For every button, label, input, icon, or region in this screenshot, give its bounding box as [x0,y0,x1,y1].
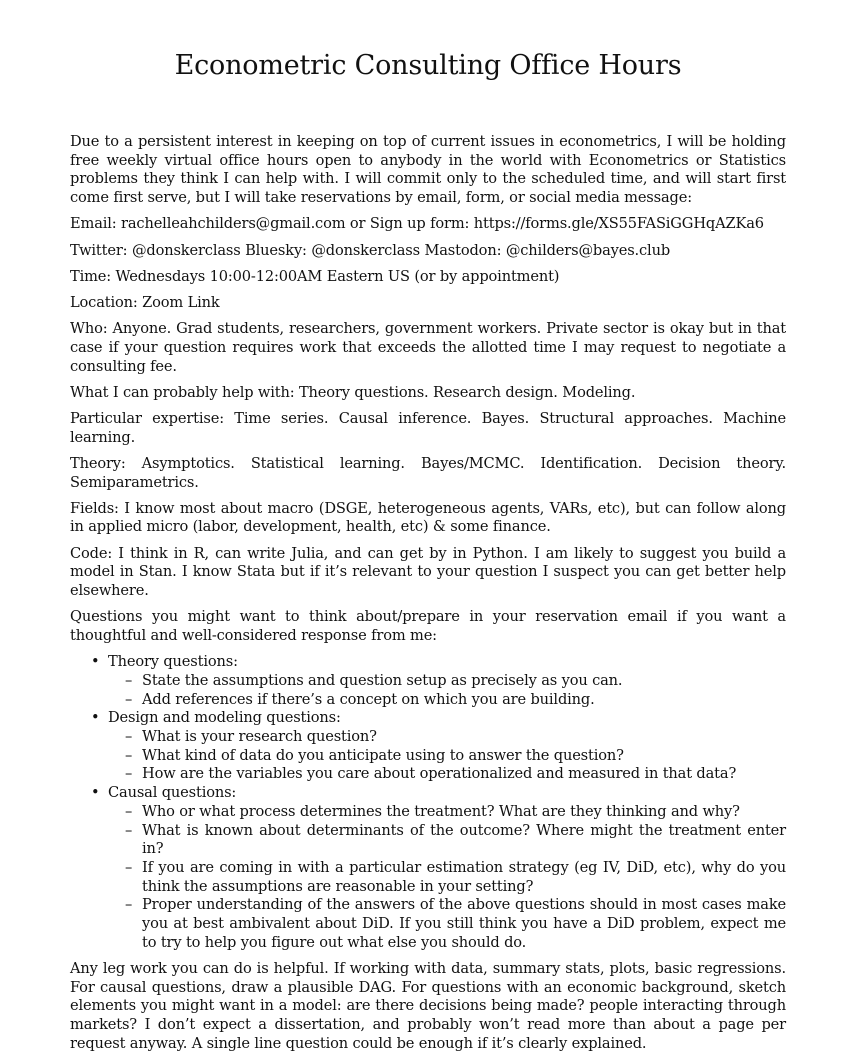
social-line [70,242,786,261]
list-item: – What is your research question? [142,728,786,747]
question-group-causal [108,784,786,952]
location-line [70,294,786,313]
list-item: – How are the variables you care about operationalized and measured in that data? [142,765,786,784]
zoom-link[interactable]: Zoom Link [142,293,220,311]
page-title: Econometric Consulting Office Hours [174,50,682,81]
question-sublist [108,728,786,784]
signup-form-link[interactable]: https://forms.gle/XS55FASiGGHqAZKa6 [473,215,764,233]
email-label: Email: [70,215,117,233]
list-item: – Add references if there’s a concept on which you are building. [142,691,786,710]
bluesky-label: Bluesky: [245,241,307,259]
or-text: or [349,215,366,233]
list-item: – What is known about determinants of the outcome? Where might the treatment enter in? [142,822,786,859]
question-groups-list [70,653,786,952]
question-group-heading: Causal questions: [108,784,237,802]
contact-line [70,215,786,234]
question-group-theory [108,653,786,709]
closing-paragraph: Any leg work you can do is helpful. If working with data, summary stats, plots, basic regressions. For causal questions, draw a plausible DAG. For questions with an economic background, sketch elements you might want in a model: are there decisions being made? people interacting through markets? I don’t expect a dissertation, and probably won’t read more than about a page per request anyway. A single line question could be enough if it’s clearly explained. [70,959,786,1052]
bluesky-handle[interactable]: @donskerclass [311,241,420,259]
intro-paragraph: Due to a persistent interest in keeping on top of current issues in econometrics, I will be holding free weekly virtual office hours open to anybody in the world with Econometrics or Statistics problems they think I can help with. I will commit only to the scheduled time, and will start first come first serve, but I will take reservations by email, form, or social media message: [70,133,786,207]
expertise-paragraph: Particular expertise: Time series. Causal inference. Bayes. Structural approaches. Machine learning. [70,409,786,446]
question-sublist [108,672,786,709]
list-item: – State the assumptions and question setup as precisely as you can. [142,672,786,691]
time-line [70,268,786,287]
email-address[interactable]: rachelleahchilders@gmail.com [121,215,346,233]
who-paragraph: Who: Anyone. Grad students, researchers, government workers. Private sector is okay but in that case if your question requires work that exceeds the allotted time I may request to negotiate a consulting fee. [70,320,786,375]
list-item: – Who or what process determines the treatment? What are they thinking and why? [142,803,786,822]
document-page [70,46,786,1053]
question-group-heading: Theory questions: [108,653,238,671]
list-item: – Proper understanding of the answers of the above questions should in most cases make you at best ambivalent about DiD. If you still think you have a DiD problem, expect me to try to help you figure out what else you should do. [142,896,786,952]
twitter-handle[interactable]: @donskerclass [131,241,241,259]
help-with-paragraph: What I can probably help with: Theory questions. Research design. Modeling. [70,383,636,401]
theory-paragraph: Theory: Asymptotics. Statistical learning. Bayes/MCMC. Identification. Decision theory. Semiparametrics. [70,454,786,491]
questions-intro-paragraph: Questions you might want to think about/prepare in your reservation email if you want a thoughtful and well-considered response from me: [70,608,786,644]
mastodon-handle[interactable]: @childers@bayes.club [505,241,671,259]
time-value: Wednesdays 10:00-12:00AM Eastern US (or by appointment) [115,267,560,285]
code-paragraph: Code: I think in R, can write Julia, and can get by in Python. I am likely to suggest you build a model in Stan. I know Stata but if it’s relevant to your question I suspect you can get better help elsewhere. [70,544,786,600]
twitter-label: Twitter: [70,241,128,259]
time-label: Time: [70,267,112,285]
list-item: – If you are coming in with a particular estimation strategy (eg IV, DiD, etc), why do you think the assumptions are reasonable in your setting? [142,859,786,896]
list-item: – What kind of data do you anticipate using to answer the question? [142,747,786,766]
question-sublist [108,803,786,953]
signup-label: Sign up form: [369,215,470,233]
document-body [70,133,786,1053]
fields-paragraph: Fields: I know most about macro (DSGE, heterogeneous agents, VARs, etc), but can follow along in applied micro (labor, development, health, etc) & some finance. [70,499,786,536]
location-label: Location: [70,293,138,311]
question-group-design [108,709,786,784]
question-group-heading: Design and modeling questions: [108,709,341,727]
mastodon-label: Mastodon: [424,241,502,259]
